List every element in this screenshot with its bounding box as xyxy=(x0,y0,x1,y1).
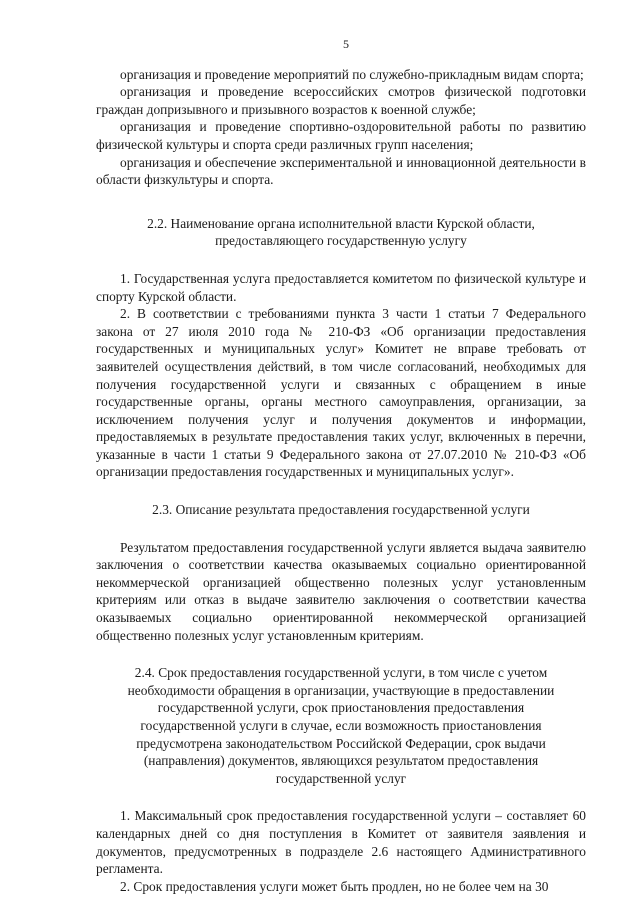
intro-item: организация и проведение спортивно-оздоровительной работы по развитию физической культуры и спорта среди различных групп населения; xyxy=(96,119,586,152)
section-2-3-heading: 2.3. Описание результата предоставления государственной услуги xyxy=(152,502,530,518)
section-2-2 xyxy=(96,215,586,481)
section-2-2-heading-line2: предоставляющего государственную услугу xyxy=(215,233,467,249)
intro-item: организация и проведение всероссийских смотров физической подготовки граждан допризывного и призывного возрастов к военной службе; xyxy=(96,84,586,117)
intro-item: организация и обеспечение экспериментальной и инновационной деятельности в области физкультуры и спорта. xyxy=(96,154,586,188)
section-2-2-heading-line1: 2.2. Наименование органа исполнительной власти Курской области, xyxy=(147,215,535,231)
section-2-2-paragraph: 2. В соответствии с требованиями пункта 3 части 1 статьи 7 Федерального закона от 27 июля 2010 года № 210-ФЗ «Об организации предоставления государственных и муниципальных услуг» Комитет не вправе требовать от заявителей осуществления действий, в том числе согласований, необходимых для получения государственной услуги и связанных с обращением в иные государственные органы, органы местного самоуправления, организации, за исключением получения услуг и получения документов и информации, предоставляемых в результате предоставления таких услуг, включенных в перечни, указанные в части 1 статьи 9 Федерального закона от 27.07.2010 № 210-ФЗ «Об организации предоставления государственных и муниципальных услуг». xyxy=(96,306,586,480)
section-2-3 xyxy=(96,501,586,644)
document-page xyxy=(96,36,586,895)
section-2-4-paragraph: 2. Срок предоставления услуги может быть продлен, но не более чем на 30 xyxy=(120,878,549,894)
page-number: 5 xyxy=(343,37,349,51)
section-2-4-paragraph: 1. Максимальный срок предоставления государственной услуги – составляет 60 календарных дней со дня поступления в Комитет от заявителя заявления и документов, предусмотренных в подразделе 2.6 настоящего Административного регламента. xyxy=(96,808,586,877)
section-2-3-paragraph: Результатом предоставления государственной услуги является выдача заявителю заключения о соответствии качества оказываемых социально ориентированной некоммерческой организацией общественно полезных услуг установленным критериям или отказ в выдаче заявителю заключения о соответствии качества оказываемых социально ориентированной некоммерческой организацией общественно полезных услуг установленным критериям. xyxy=(96,539,586,643)
section-2-2-paragraph: 1. Государственная услуга предоставляется комитетом по физической культуре и спорту Курской области. xyxy=(96,270,586,304)
section-2-4 xyxy=(96,664,586,895)
section-2-4-heading: 2.4. Срок предоставления государственной услуги, в том числе с учетом необходимости обращения в организации, участвующие в предоставлении государственной услуги, срок приостановления предоставления государственной услуги в случае, если возможность приостановления предусмотрена законодательством Российской Федерации, срок выдачи (направления) документов, являющихся результатом предоставления государственной услуг xyxy=(127,665,555,786)
intro-item: организация и проведение мероприятий по служебно-прикладным видам спорта; xyxy=(120,66,584,82)
intro-list xyxy=(96,66,586,189)
